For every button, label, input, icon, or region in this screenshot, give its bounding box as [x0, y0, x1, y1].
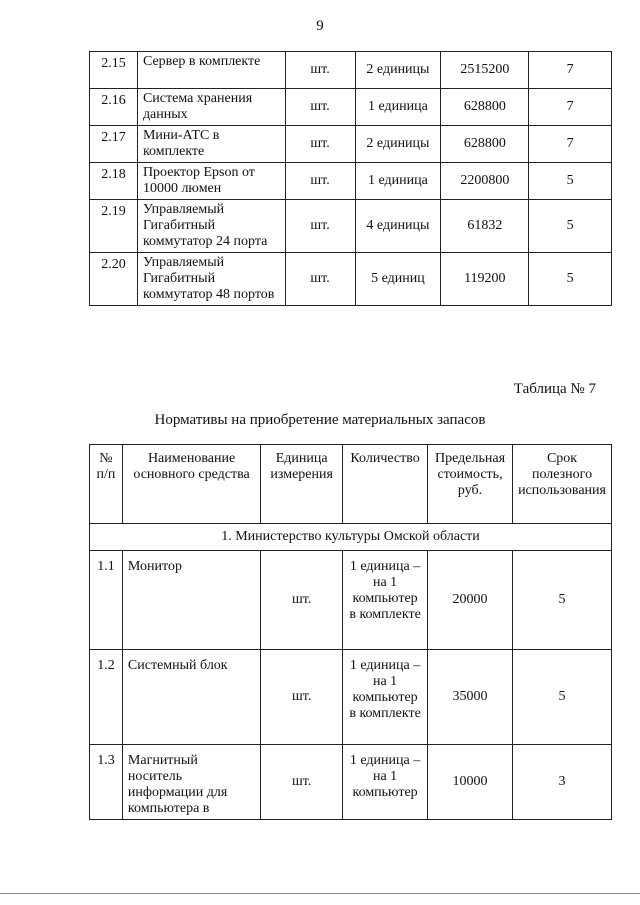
item-unit: шт.: [285, 163, 355, 200]
item-term: 7: [529, 89, 612, 126]
row-number: 2.17: [90, 126, 138, 163]
item-unit: шт.: [285, 52, 355, 89]
item-term: 7: [529, 126, 612, 163]
item-price: 628800: [441, 126, 529, 163]
item-quantity: 1 единица – на 1 компьютер в комплекте: [343, 650, 428, 745]
row-number: 2.18: [90, 163, 138, 200]
row-number: 2.15: [90, 52, 138, 89]
item-term: 7: [529, 52, 612, 89]
table-header-row: [90, 445, 612, 524]
item-name: Система хранения данных: [137, 89, 285, 126]
table-row: [90, 52, 612, 89]
table-row: [90, 89, 612, 126]
item-name: Магнитный носитель информации для компьютера в: [122, 745, 260, 820]
item-name: Управляемый Гигабитный коммутатор 24 порта: [137, 200, 285, 253]
table-row: [90, 163, 612, 200]
page-number: 9: [316, 18, 324, 34]
item-quantity: 1 единица – на 1 компьютер: [343, 745, 428, 820]
column-header: Единица измерения: [261, 445, 343, 524]
item-price: 2515200: [441, 52, 529, 89]
item-term: 5: [513, 650, 612, 745]
item-name: Мини-АТС в комплекте: [137, 126, 285, 163]
item-price: 628800: [441, 89, 529, 126]
item-name: Управляемый Гигабитный коммутатор 48 портов: [137, 253, 285, 306]
table-caption: Таблица № 7: [513, 381, 596, 397]
table-row: [90, 745, 612, 820]
item-term: 5: [529, 253, 612, 306]
page-bottom-rule: [0, 893, 640, 894]
item-price: 61832: [441, 200, 529, 253]
table-row: [90, 253, 612, 306]
item-unit: шт.: [285, 200, 355, 253]
column-header: Наименование основного средства: [122, 445, 260, 524]
row-number: 2.19: [90, 200, 138, 253]
item-name: Монитор: [122, 551, 260, 650]
item-unit: шт.: [285, 89, 355, 126]
item-term: 5: [513, 551, 612, 650]
equipment-table-continued: [89, 51, 612, 306]
row-number: 1.1: [90, 551, 123, 650]
item-price: 20000: [428, 551, 513, 650]
item-price: 10000: [428, 745, 513, 820]
item-quantity: 5 единиц: [355, 253, 441, 306]
item-price: 119200: [441, 253, 529, 306]
item-name: Сервер в комплекте: [137, 52, 285, 89]
table-title: Нормативы на приобретение материальных запасов: [154, 412, 486, 428]
column-header: Количество: [343, 445, 428, 524]
table-row: [90, 200, 612, 253]
table-row: [90, 126, 612, 163]
item-quantity: 1 единица: [355, 163, 441, 200]
item-quantity: 2 единицы: [355, 126, 441, 163]
table-row: [90, 551, 612, 650]
item-quantity: 2 единицы: [355, 52, 441, 89]
item-name: Проектор Epson от 10000 люмен: [137, 163, 285, 200]
column-header: Срок полезного использования: [513, 445, 612, 524]
item-term: 5: [529, 200, 612, 253]
materials-norms-table: [89, 444, 612, 820]
item-term: 3: [513, 745, 612, 820]
item-unit: шт.: [285, 126, 355, 163]
section-row: [90, 524, 612, 551]
column-header: Предельная стоимость, руб.: [428, 445, 513, 524]
row-number: 1.2: [90, 650, 123, 745]
item-unit: шт.: [285, 253, 355, 306]
section-title: 1. Министерство культуры Омской области: [90, 524, 612, 551]
item-quantity: 4 единицы: [355, 200, 441, 253]
row-number: 2.20: [90, 253, 138, 306]
row-number: 1.3: [90, 745, 123, 820]
item-term: 5: [529, 163, 612, 200]
item-unit: шт.: [261, 650, 343, 745]
table-row: [90, 650, 612, 745]
item-name: Системный блок: [122, 650, 260, 745]
item-unit: шт.: [261, 551, 343, 650]
item-quantity: 1 единица – на 1 компьютер в комплекте: [343, 551, 428, 650]
item-price: 35000: [428, 650, 513, 745]
item-unit: шт.: [261, 745, 343, 820]
item-price: 2200800: [441, 163, 529, 200]
item-quantity: 1 единица: [355, 89, 441, 126]
row-number: 2.16: [90, 89, 138, 126]
column-header: № п/п: [90, 445, 123, 524]
